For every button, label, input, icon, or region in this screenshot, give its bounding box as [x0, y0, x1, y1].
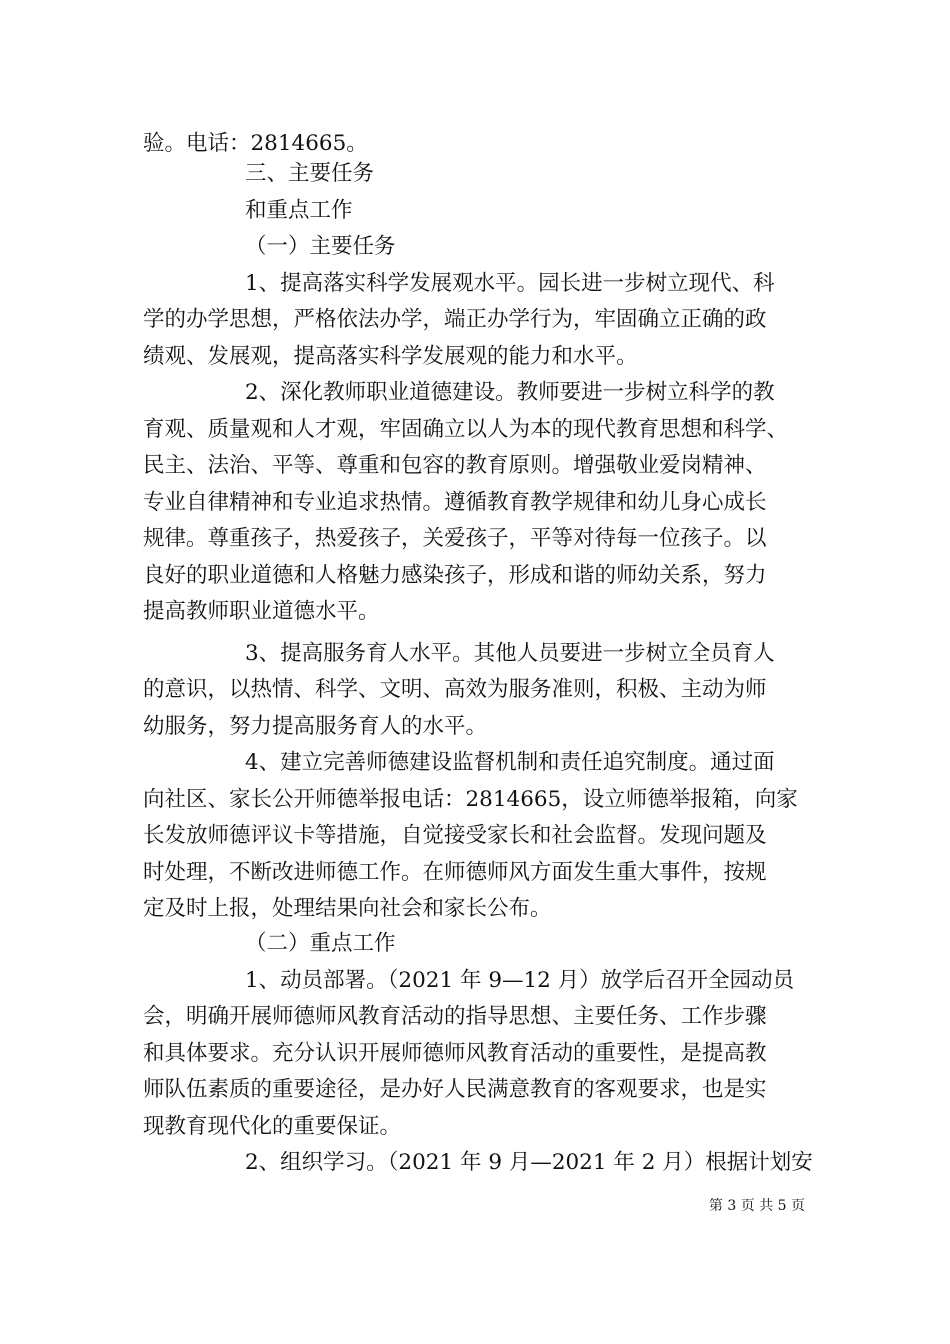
section-heading: 三、主要任务	[245, 161, 375, 186]
text-line: 的意识，以热情、科学、文明、高效为服务准则，积极、主动为师	[143, 677, 767, 702]
text-line: 民主、法治、平等、尊重和包容的教育原则。增强敬业爱岗精神、	[143, 453, 767, 478]
text-line: 良好的职业道德和人格魅力感染孩子，形成和谐的师幼关系，努力	[143, 563, 767, 588]
text-line: 育观、质量观和人才观，牢固确立以人为本的现代教育思想和科学、	[143, 417, 789, 442]
text-line: 时处理，不断改进师德工作。在师德师风方面发生重大事件，按规	[143, 860, 767, 885]
text-line: 向社区、家长公开师德举报电话：2814665，设立师德举报箱，向家	[143, 787, 798, 812]
subsection-heading: （一）主要任务	[245, 234, 396, 259]
text-line: 1、动员部署。（2021 年 9—12 月）放学后召开全园动员	[245, 968, 795, 993]
text-line: 2、组织学习。（2021 年 9 月—2021 年 2 月）根据计划安	[245, 1150, 813, 1175]
text-line: 学的办学思想，严格依法办学，端正办学行为，牢固确立正确的政	[143, 307, 767, 332]
text-line: 规律。尊重孩子，热爱孩子，关爱孩子，平等对待每一位孩子。以	[143, 526, 767, 551]
text-line: 提高教师职业道德水平。	[143, 599, 380, 624]
page-number: 第 3 页 共 5 页	[708, 1198, 805, 1214]
text-line: 专业自律精神和专业追求热情。遵循教育教学规律和幼儿身心成长	[143, 490, 767, 515]
text-line: 定及时上报，处理结果向社会和家长公布。	[143, 896, 552, 921]
text-line: 1、提高落实科学发展观水平。园长进一步树立现代、科	[245, 271, 775, 296]
text-line: 验。电话：2814665。	[143, 131, 368, 156]
text-line: 现教育现代化的重要保证。	[143, 1114, 402, 1139]
section-heading-continued: 和重点工作	[245, 198, 353, 223]
text-line: 2、深化教师职业道德建设。教师要进一步树立科学的教	[245, 380, 775, 405]
text-line: 长发放师德评议卡等措施，自觉接受家长和社会监督。发现问题及	[143, 823, 767, 848]
text-line: 3、提高服务育人水平。其他人员要进一步树立全员育人	[245, 641, 775, 666]
subsection-heading: （二）重点工作	[245, 931, 396, 956]
text-line: 会，明确开展师德师风教育活动的指导思想、主要任务、工作步骤	[143, 1004, 767, 1029]
text-line: 师队伍素质的重要途径，是办好人民满意教育的客观要求，也是实	[143, 1077, 767, 1102]
text-line: 绩观、发展观，提高落实科学发展观的能力和水平。	[143, 344, 638, 369]
text-line: 和具体要求。充分认识开展师德师风教育活动的重要性，是提高教	[143, 1041, 767, 1066]
text-line: 幼服务，努力提高服务育人的水平。	[143, 714, 488, 739]
text-line: 4、建立完善师德建设监督机制和责任追究制度。通过面	[245, 750, 775, 775]
